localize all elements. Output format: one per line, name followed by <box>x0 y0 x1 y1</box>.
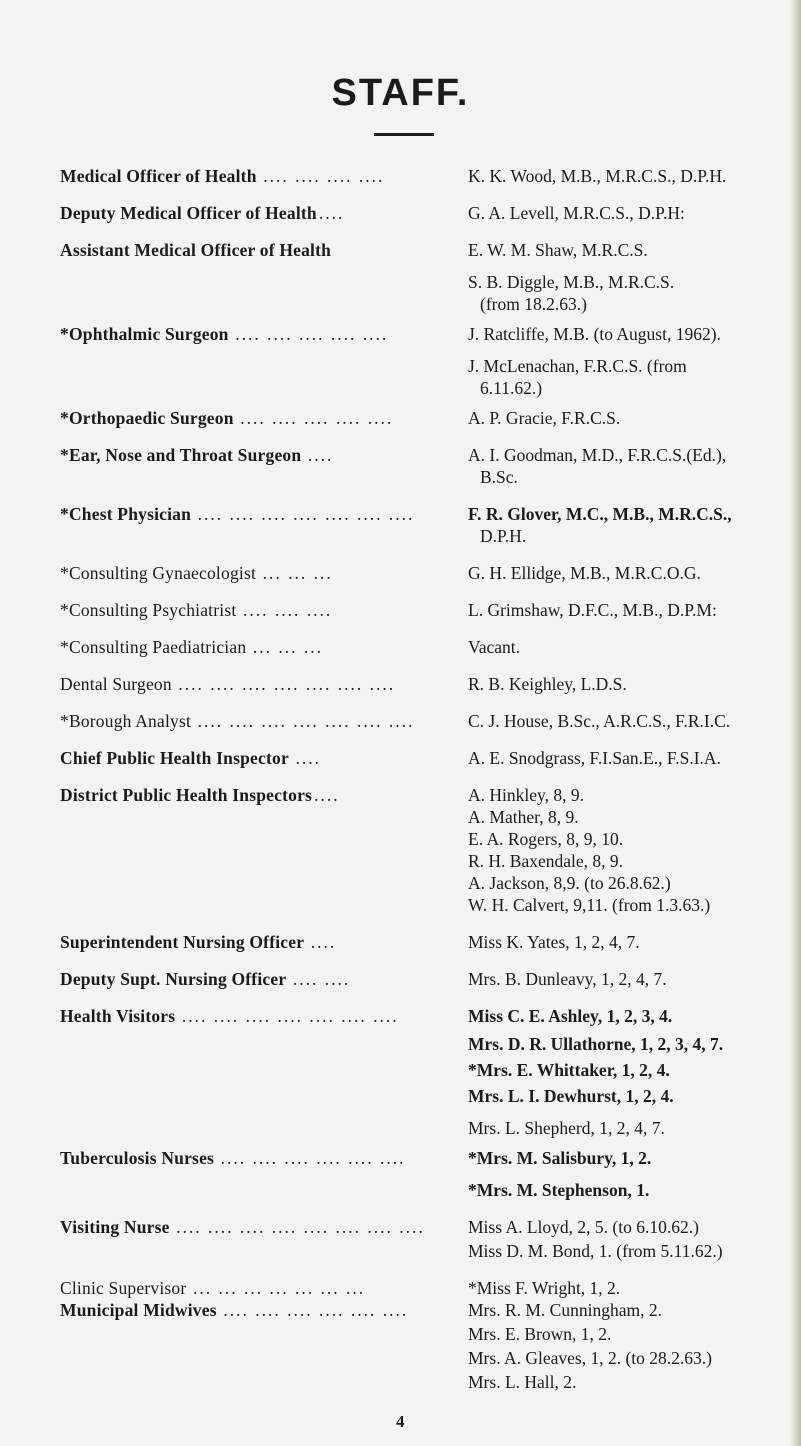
staff-name: R. H. Baxendale, 8, 9. <box>468 851 624 871</box>
role-label: *Consulting Paediatrician ... ... ... <box>60 637 323 657</box>
role-label: Municipal Midwives .... .... .... .... .... .... <box>60 1300 409 1320</box>
role-label: Tuberculosis Nurses .... .... .... .... .... .... <box>60 1148 406 1168</box>
role-label: Clinic Supervisor ... ... ... ... ... ... ... <box>60 1278 366 1298</box>
staff-name: F. R. Glover, M.C., M.B., M.R.C.S., <box>468 504 732 524</box>
staff-names <box>468 1005 780 1139</box>
staff-name: L. Grimshaw, D.F.C., M.B., D.P.M: <box>468 600 717 620</box>
staff-name: G. A. Levell, M.R.C.S., D.P.H: <box>468 203 685 223</box>
role-label: Deputy Medical Officer of Health .... <box>60 203 345 223</box>
staff-row <box>60 1277 780 1299</box>
role-label: Visiting Nurse .... .... .... .... .... .... .... .... <box>60 1217 425 1237</box>
staff-names <box>468 562 780 584</box>
staff-name: Miss K. Yates, 1, 2, 4, 7. <box>468 932 640 952</box>
staff-name: Mrs. E. Brown, 1, 2. <box>468 1324 612 1344</box>
staff-name: Mrs. L. I. Dewhurst, 1, 2, 4. <box>468 1086 674 1106</box>
role-label: Health Visitors .... .... .... .... .... .... .... <box>60 1006 399 1026</box>
staff-name: S. B. Diggle, M.B., M.R.C.S. <box>468 272 675 292</box>
page-number: 4 <box>396 1412 405 1431</box>
staff-row <box>60 1299 780 1393</box>
staff-name: W. H. Calvert, 9,11. (from 1.3.63.) <box>468 895 711 915</box>
staff-name: (from 18.2.63.) <box>480 294 587 314</box>
staff-names <box>468 407 780 429</box>
role-label: District Public Health Inspectors .... <box>60 785 340 805</box>
staff-row <box>60 562 780 584</box>
staff-names <box>468 503 780 547</box>
staff-name: Vacant. <box>468 637 520 657</box>
staff-name: J. Ratcliffe, M.B. (to August, 1962). <box>468 324 721 344</box>
role-label: *Ophthalmic Surgeon .... .... .... .... .... <box>60 324 389 344</box>
staff-name: Mrs. B. Dunleavy, 1, 2, 4, 7. <box>468 969 667 989</box>
staff-names <box>468 323 780 399</box>
staff-row <box>60 503 780 547</box>
staff-names <box>468 747 780 769</box>
staff-row <box>60 599 780 621</box>
staff-name: Mrs. R. M. Cunningham, 2. <box>468 1300 662 1320</box>
staff-name: A. Hinkley, 8, 9. <box>468 785 585 805</box>
title-underline <box>374 133 434 136</box>
staff-name: 6.11.62.) <box>480 378 543 398</box>
staff-name: K. K. Wood, M.B., M.R.C.S., D.P.H. <box>468 166 727 186</box>
staff-row <box>60 673 780 695</box>
staff-row <box>60 202 780 224</box>
role-label: *Orthopaedic Surgeon .... .... .... .... .... <box>60 408 394 428</box>
staff-name: E. W. M. Shaw, M.R.C.S. <box>468 240 648 260</box>
staff-name: Mrs. A. Gleaves, 1, 2. (to 28.2.63.) <box>468 1348 713 1368</box>
staff-row <box>60 968 780 990</box>
staff-names <box>468 165 780 187</box>
role-label: Deputy Supt. Nursing Officer .... .... <box>60 969 351 989</box>
staff-name: *Mrs. E. Whittaker, 1, 2, 4. <box>468 1060 670 1080</box>
staff-row <box>60 1216 780 1262</box>
staff-name: Mrs. L. Hall, 2. <box>468 1372 577 1392</box>
role-label: *Borough Analyst .... .... .... .... .... .... .... <box>60 711 415 731</box>
role-label: Chief Public Health Inspector .... <box>60 748 321 768</box>
role-label: Assistant Medical Officer of Health <box>60 240 332 260</box>
role-label: Dental Surgeon .... .... .... .... .... .... .... <box>60 674 396 694</box>
staff-name: B.Sc. <box>480 467 518 487</box>
staff-names <box>468 239 780 315</box>
role-label: Medical Officer of Health .... .... .... .... <box>60 166 385 186</box>
staff-names <box>468 202 780 224</box>
staff-names <box>468 636 780 658</box>
staff-name: C. J. House, B.Sc., A.R.C.S., F.R.I.C. <box>468 711 731 731</box>
staff-row <box>60 931 780 953</box>
staff-names <box>468 1299 780 1393</box>
staff-row <box>60 323 780 399</box>
staff-name: A. Jackson, 8,9. (to 26.8.62.) <box>468 873 671 893</box>
staff-name: A. E. Snodgrass, F.I.San.E., F.S.I.A. <box>468 748 721 768</box>
page-edge-shadow <box>789 0 801 1446</box>
staff-row <box>60 636 780 658</box>
staff-name: Miss A. Lloyd, 2, 5. (to 6.10.62.) <box>468 1217 699 1237</box>
staff-names <box>468 1216 780 1262</box>
staff-name: R. B. Keighley, L.D.S. <box>468 674 627 694</box>
staff-name: A. P. Gracie, F.R.C.S. <box>468 408 621 428</box>
role-label: *Ear, Nose and Throat Surgeon .... <box>60 445 334 465</box>
staff-name: Mrs. L. Shepherd, 1, 2, 4, 7. <box>468 1118 665 1138</box>
staff-row <box>60 710 780 732</box>
staff-name: G. H. Ellidge, M.B., M.R.C.O.G. <box>468 563 701 583</box>
staff-row <box>60 784 780 916</box>
staff-row <box>60 1147 780 1201</box>
staff-name: Miss D. M. Bond, 1. (from 5.11.62.) <box>468 1241 723 1261</box>
staff-names <box>468 710 780 732</box>
staff-name: A. Mather, 8, 9. <box>468 807 579 827</box>
staff-names <box>468 968 780 990</box>
page-title: STAFF. <box>331 72 470 114</box>
staff-name: *Mrs. M. Salisbury, 1, 2. <box>468 1148 652 1168</box>
staff-name: Mrs. D. R. Ullathorne, 1, 2, 3, 4, 7. <box>468 1034 724 1054</box>
staff-name: D.P.H. <box>480 526 527 546</box>
role-label: Superintendent Nursing Officer .... <box>60 932 337 952</box>
staff-row <box>60 165 780 187</box>
role-label: *Chest Physician .... .... .... .... .... .... .... <box>60 504 415 524</box>
staff-name: J. McLenachan, F.R.C.S. (from <box>468 356 687 376</box>
staff-names <box>468 673 780 695</box>
staff-names <box>468 599 780 621</box>
staff-names <box>468 1277 780 1299</box>
staff-names <box>468 1147 780 1201</box>
staff-name: E. A. Rogers, 8, 9, 10. <box>468 829 624 849</box>
staff-name: Miss C. E. Ashley, 1, 2, 3, 4. <box>468 1006 673 1026</box>
staff-name: *Miss F. Wright, 1, 2. <box>468 1278 621 1298</box>
role-label: *Consulting Gynaecologist ... ... ... <box>60 563 333 583</box>
staff-row <box>60 239 780 315</box>
staff-row <box>60 747 780 769</box>
role-label: *Consulting Psychiatrist .... .... .... <box>60 600 333 620</box>
staff-names <box>468 444 780 488</box>
staff-row <box>60 1005 780 1139</box>
staff-name: *Mrs. M. Stephenson, 1. <box>468 1180 650 1200</box>
staff-row <box>60 444 780 488</box>
staff-list <box>60 165 780 1393</box>
staff-name: A. I. Goodman, M.D., F.R.C.S.(Ed.), <box>468 445 727 465</box>
staff-row <box>60 407 780 429</box>
staff-names <box>468 931 780 953</box>
staff-names <box>468 784 780 916</box>
